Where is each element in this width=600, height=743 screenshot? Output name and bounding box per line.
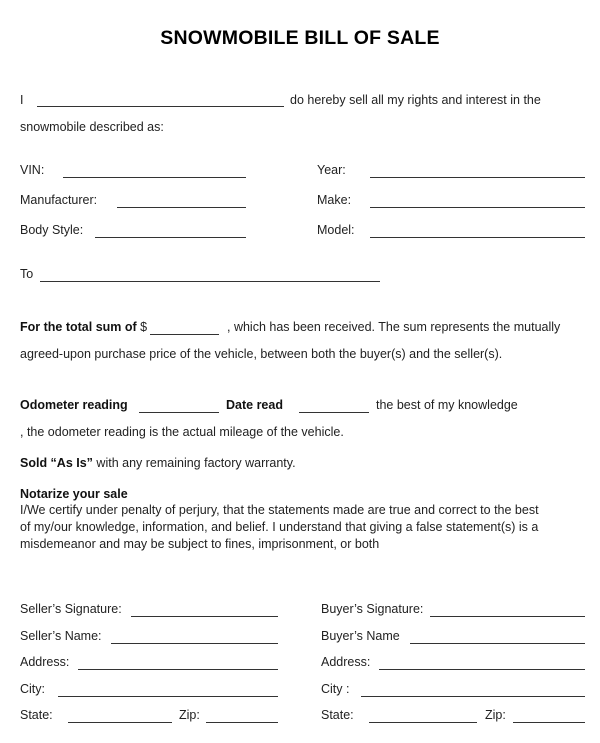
as-is-statement bbox=[20, 456, 296, 470]
manufacturer-label: Manufacturer: bbox=[20, 193, 98, 207]
intro-described-text: snowmobile described as: bbox=[20, 120, 164, 134]
seller-address-field-line[interactable] bbox=[78, 669, 278, 670]
sum-bold-text: For the total sum of bbox=[20, 320, 137, 334]
buyer-signature-field-line[interactable] bbox=[430, 616, 585, 617]
seller-city-field-line[interactable] bbox=[58, 696, 278, 697]
seller-signature-label: Seller’s Signature: bbox=[20, 602, 122, 616]
intro-sell-text: do hereby sell all my rights and interest in the bbox=[290, 93, 541, 107]
buyer-city-label: City : bbox=[321, 682, 350, 696]
buyer-zip-field-line[interactable] bbox=[513, 722, 585, 723]
buyer-city-field-line[interactable] bbox=[361, 696, 585, 697]
seller-signature-field-line[interactable] bbox=[131, 616, 278, 617]
notarize-line2: of my/our knowledge, information, and belief. I understand that giving a false statement(s) is a bbox=[20, 520, 539, 534]
seller-name-label: Seller’s Name: bbox=[20, 629, 102, 643]
notarize-line3: misdemeanor and may be subject to fines, imprisonment, or both bbox=[20, 537, 380, 551]
date-read-field-line[interactable] bbox=[299, 412, 369, 413]
knowledge-text: the best of my knowledge bbox=[376, 398, 518, 412]
to-label: To bbox=[20, 267, 34, 281]
seller-state-field-line[interactable] bbox=[68, 722, 172, 723]
notarize-heading: Notarize your sale bbox=[20, 487, 128, 501]
sum-line2-text: agreed-upon purchase price of the vehicle, between both the buyer(s) and the seller(s). bbox=[20, 347, 503, 361]
buyer-state-label: State: bbox=[321, 708, 354, 722]
vin-label: VIN: bbox=[20, 163, 45, 177]
as-is-bold-text: Sold “As Is” bbox=[20, 456, 93, 470]
buyer-signature-label: Buyer’s Signature: bbox=[321, 602, 424, 616]
year-label: Year: bbox=[317, 163, 346, 177]
make-field-line[interactable] bbox=[370, 207, 585, 208]
body-style-label: Body Style: bbox=[20, 223, 84, 237]
seller-city-label: City: bbox=[20, 682, 45, 696]
buyer-zip-label: Zip: bbox=[485, 708, 506, 722]
document-title: SNOWMOBILE BILL OF SALE bbox=[160, 27, 440, 49]
buyer-name-field-line[interactable] bbox=[410, 643, 585, 644]
buyer-address-label: Address: bbox=[321, 655, 371, 669]
odometer-field-line[interactable] bbox=[139, 412, 219, 413]
seller-zip-label: Zip: bbox=[179, 708, 200, 722]
seller-state-label: State: bbox=[20, 708, 53, 722]
model-field-line[interactable] bbox=[370, 237, 585, 238]
body-style-field-line[interactable] bbox=[95, 237, 246, 238]
make-label: Make: bbox=[317, 193, 352, 207]
manufacturer-field-line[interactable] bbox=[117, 207, 246, 208]
model-label: Model: bbox=[317, 223, 355, 237]
buyer-address-field-line[interactable] bbox=[379, 669, 585, 670]
as-is-rest-text: with any remaining factory warranty. bbox=[92, 456, 296, 470]
odometer-label: Odometer reading bbox=[20, 398, 128, 412]
odometer-line2-text: , the odometer reading is the actual mileage of the vehicle. bbox=[20, 425, 344, 439]
buyer-name-blank-line[interactable] bbox=[40, 281, 380, 282]
buyer-name-label: Buyer’s Name bbox=[321, 629, 400, 643]
buyer-state-field-line[interactable] bbox=[369, 722, 477, 723]
seller-name-blank-line[interactable] bbox=[37, 106, 284, 107]
sum-amount-field-line[interactable] bbox=[150, 334, 219, 335]
sum-after-text: , which has been received. The sum represents the mutually bbox=[227, 320, 561, 334]
vin-field-line[interactable] bbox=[63, 177, 246, 178]
notarize-line1: I/We certify under penalty of perjury, that the statements made are true and correct to the best bbox=[20, 503, 539, 517]
sum-label bbox=[20, 320, 147, 334]
seller-zip-field-line[interactable] bbox=[206, 722, 278, 723]
date-read-label: Date read bbox=[226, 398, 283, 412]
seller-address-label: Address: bbox=[20, 655, 70, 669]
currency-symbol: $ bbox=[140, 320, 148, 334]
seller-name-field-line[interactable] bbox=[111, 643, 278, 644]
intro-i-label: I bbox=[20, 93, 24, 107]
year-field-line[interactable] bbox=[370, 177, 585, 178]
